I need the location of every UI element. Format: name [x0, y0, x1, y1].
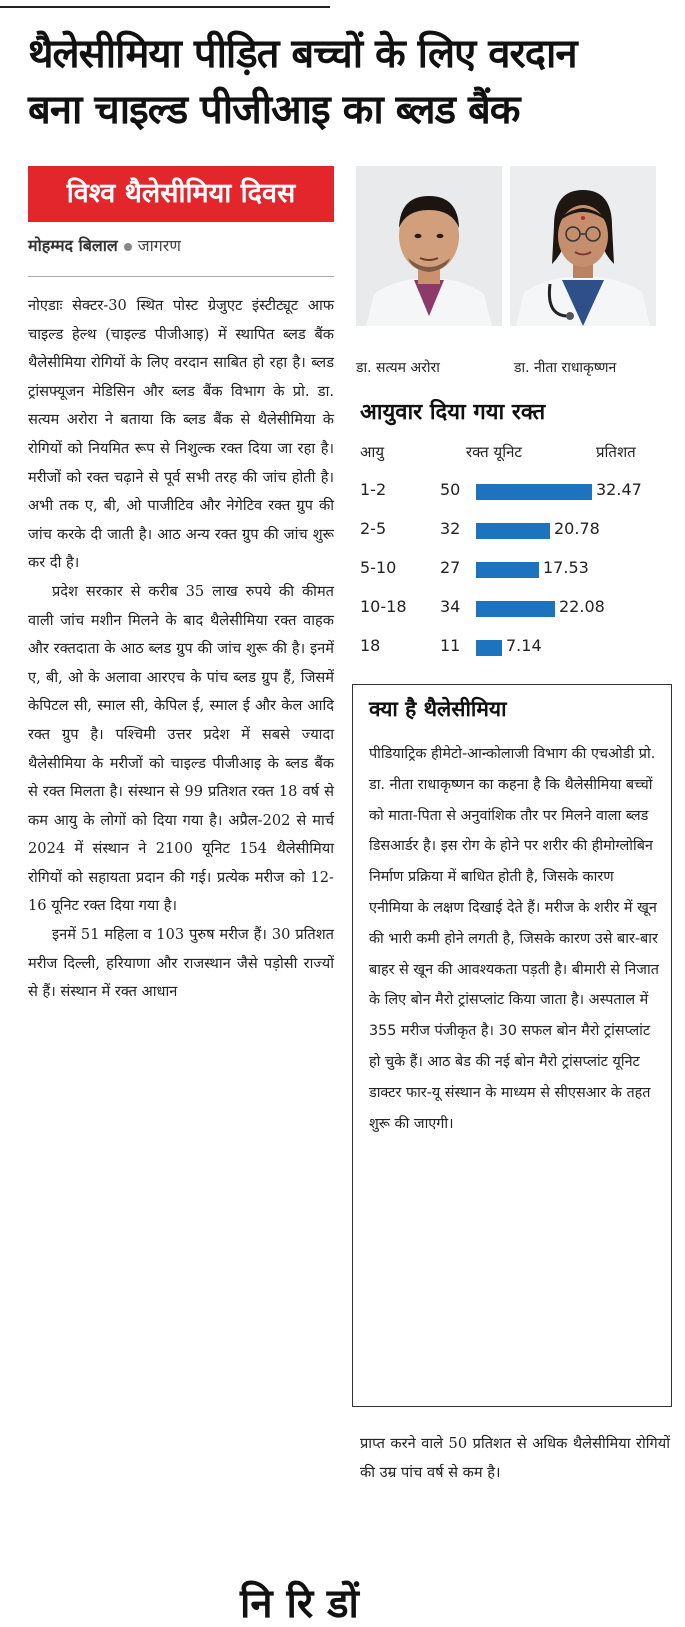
chart-row-percent: 32.47: [596, 480, 642, 499]
man-portrait-icon: [356, 166, 502, 326]
chart-row-units: 34: [440, 597, 461, 616]
chart-title: आयुवार दिया गया रक्त: [360, 400, 546, 425]
chart-row-percent: 22.08: [559, 597, 605, 616]
chart-bar: [476, 523, 550, 539]
woman-portrait-icon: [510, 166, 656, 326]
info-box-body: [369, 739, 659, 1139]
chart-row-units: 32: [440, 519, 461, 538]
chart-row-percent: 7.14: [506, 636, 542, 655]
photo-neeta-radhakrishnan: [510, 166, 656, 326]
chart-row: [360, 593, 670, 623]
chart-row-percent: 17.53: [543, 558, 589, 577]
info-box: [352, 684, 672, 1407]
next-headline-fragment: नि रि डों: [240, 1581, 359, 1627]
article-column-1: [28, 292, 334, 1007]
chart-row: [360, 632, 670, 662]
chart-row: [360, 476, 670, 506]
section-tag: विश्व थैलेसीमिया दिवस: [28, 166, 334, 222]
chart-row-percent: 20.78: [554, 519, 600, 538]
headline: [28, 26, 668, 138]
top-rule: [0, 0, 330, 8]
chart-row: [360, 554, 670, 584]
chart-row-age: 5-10: [360, 558, 397, 577]
info-box-text: पीडियाट्रिक हीमेटो-आन्कोलाजी विभाग की एचओडी प्रो. डा. नीता राधाकृष्णन का कहना है कि थैलेसीमिया बच्चों को माता-पिता से अनुवांशिक तौर पर मिलने वाला ब्लड डिसआर्डर है। इस रोग के होने पर शरीर की हीमोग्लोबिन निर्माण प्रक्रिया में बाधित होती है, जिसके कारण एनीमिया के लक्षण दिखाई देते हैं। मरीज के शरीर में खून की भारी कमी होने लगती है, जिसके कारण उसे बार-बार बाहर से खून की आवश्यकता पड़ती है। बीमारी से निजात के लिए बोन मैरो ट्रांसप्लांट किया जाता है। अस्पताल में 355 मरीज पंजीकृत है। 30 सफल बोन मैरो ट्रांसप्लांट हो चुके हैं। आठ बेड की नई बोन मैरो ट्रांसप्लांट यूनिट डाक्टर फार-यू संस्थान के माध्यम से सीएसआर के तहत शुरू की जाएगी।: [369, 746, 659, 1132]
photo-caption-2: डा. नीता राधाकृष्णन: [514, 360, 617, 376]
byline-divider: [28, 276, 334, 277]
article-paragraph-3: इनमें 51 महिला व 103 पुरुष मरीज हैं। 30 प्रतिशत मरीज दिल्ली, हरियाणा और राजस्थान जैसे पड़ोसी राज्यों से हैं। संस्थान में रक्त आधान: [28, 926, 334, 1001]
article-paragraph-1: नोएडाः सेक्टर-30 स्थित पोस्ट ग्रेजुएट इंस्टीट्यूट आफ चाइल्ड हेल्थ (चाइल्ड पीजीआइ) में स्थापित ब्लड बैंक थैलेसीमिया रोगियों के लिए वरदान साबित हो रहा है। ब्लड ट्रांसफ्यूजन मेडिसिन और ब्लड बैंक विभाग के प्रो. डा. सत्यम अरोरा ने बताया कि ब्लड बैंक से थैलेसीमिया के रोगियों को नियमित रूप से निशुल्क रक्त दिया जा रहा है। मरीजों को रक्त चढ़ाने से पूर्व सभी तरह की जांच होती है। अभी तक ए, बी, ओ पाजीटिव और नेगेटिव रक्त ग्रुप की जांच करके दी जाती है। आठ अन्य रक्त ग्रुप की जांच शुरू कर दी है।: [28, 297, 334, 572]
info-box-title: क्या है थैलेसीमिया: [369, 697, 507, 721]
chart-row-units: 50: [440, 480, 461, 499]
chart-row-age: 18: [360, 636, 381, 655]
chart-header-percent: प्रतिशत: [596, 443, 636, 461]
chart-row: [360, 515, 670, 545]
chart-bar: [476, 601, 555, 617]
chart-row-units: 11: [440, 636, 461, 655]
headline-line-1: थैलेसीमिया पीड़ित बच्चों के लिए वरदान: [28, 31, 577, 77]
byline: [28, 234, 181, 256]
photo-caption-1: डा. सत्यम अरोरा: [356, 360, 440, 376]
article-paragraph-2: प्रदेश सरकार से करीब 35 लाख रुपये की कीमत वाली जांच मशीन मिलने के बाद थैलेसीमिया रक्त वाहक और रक्तदाता के आठ ब्लड ग्रुप की जांच शुरू की है। इनमें ए, बी, ओ के अलावा आरएच के पांच ब्लड ग्रुप हैं, जिसमें केपिटल सी, स्माल सी, केपिल ई, स्माल ई और केल आदि रक्त ग्रुप है। पश्चिमी उत्तर प्रदेश में सबसे ज्यादा थैलेसीमिया के मरीजों को चाइल्ड पीजीआइ के ब्लड बैंक से रक्त मिलता है। संस्थान से 99 प्रतिशत रक्त 18 वर्ष से कम आयु के लोगों को दिया गया है। अप्रैल-202 से मार्च 2024 में संस्थान ने 2100 यूनिट 154 थैलेसीमिया रोगियों को सहायता प्रदान की गई। प्रत्येक मरीज को 12-16 यूनिट रक्त दिया गया है।: [28, 582, 334, 915]
chart-bar: [476, 640, 502, 656]
chart-row-age: 10-18: [360, 597, 407, 616]
article-column-2-tail: [360, 1430, 670, 1487]
chart-bar: [476, 562, 539, 578]
author-name: मोहम्मद बिलाल: [28, 236, 118, 255]
source-name: जागरण: [137, 236, 181, 255]
chart-bar: [476, 484, 592, 500]
chart-header-age: आयु: [360, 443, 385, 461]
chart-row-units: 27: [440, 558, 461, 577]
chart-row-age: 1-2: [360, 480, 387, 499]
chart-header-units: रक्त यूनिट: [466, 443, 522, 461]
photo-satyam-arora: [356, 166, 502, 326]
chart-row-age: 2-5: [360, 519, 387, 538]
article-paragraph-3-continued: प्राप्त करने वाले 50 प्रतिशत से अधिक थैलेसीमिया रोगियों की उम्र पांच वर्ष से कम है।: [360, 1435, 670, 1481]
headline-line-2: बना चाइल्ड पीजीआइ का ब्लड बैंक: [28, 87, 520, 133]
byline-dot-icon: [124, 243, 132, 251]
